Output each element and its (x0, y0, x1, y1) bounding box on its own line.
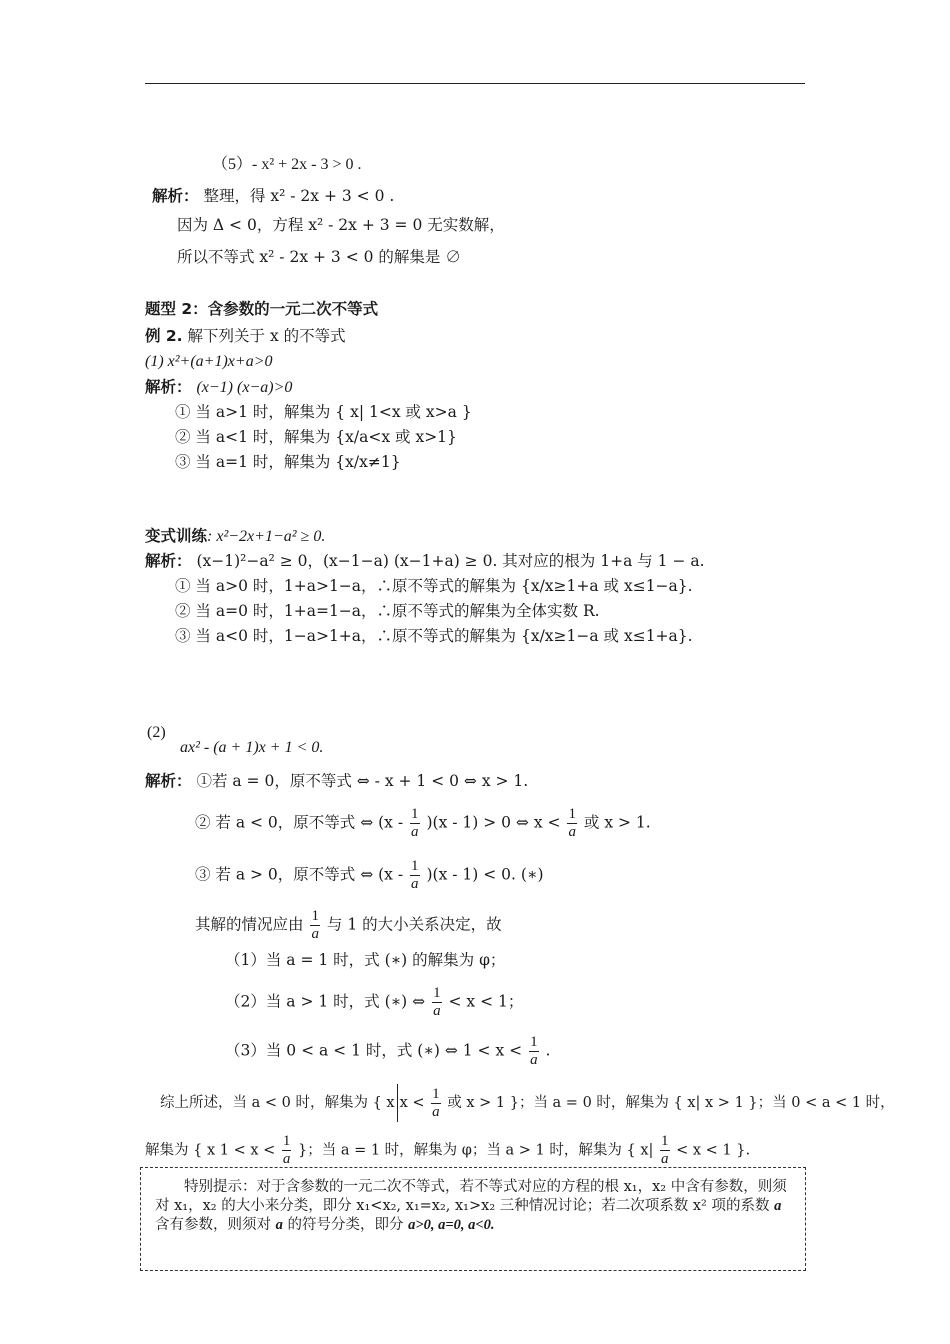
fraction (310, 908, 320, 943)
item-5: （5）- x² + 2x - 3 > 0 . (212, 156, 362, 173)
q2-step2 (195, 806, 651, 841)
variant-solution-text: (x−1)²−a² ≥ 0，(x−1−a) (x−1+a) ≥ 0. 其对应的根为 1+a 与 1 − a. (196, 552, 705, 570)
sum1-pre: 综上所述，当 a < 0 时，解集为 { x (160, 1095, 395, 1111)
q2-k2-post: < x < 1； (448, 992, 524, 1011)
frac-num: 1 (568, 806, 576, 822)
q2-step1-text: ①若 a = 0，原不等式 ⇔ - x + 1 < 0 ⇔ x > 1. (196, 772, 529, 790)
frac-num: 1 (432, 1085, 440, 1102)
example-2 (145, 326, 346, 346)
frac-den: a (568, 824, 576, 840)
frac-den: a (530, 1052, 538, 1068)
q2-dependence (195, 908, 502, 943)
jiexi-label: 解析： (145, 552, 192, 570)
variant-case1: ① 当 a>0 时，1+a>1−a，∴原不等式的解集为 {x/x≥1+a 或 x≤1−a}. (175, 577, 693, 595)
frac-num: 1 (282, 1133, 291, 1149)
frac-den: a (282, 1151, 291, 1167)
q2-step2-mid: )(x - 1) > 0 ⇔ x < (426, 813, 561, 832)
fraction (432, 985, 442, 1020)
q2-dep-pre: 其解的情况应由 (195, 915, 304, 934)
jiexi-label: 解析： (145, 772, 192, 790)
frac-den: a (433, 1003, 441, 1019)
q2-k3-post: . (545, 1041, 551, 1060)
special-note-text (155, 1178, 795, 1235)
q2-step3-pre: ③ 若 a > 0，原不等式 ⇔ (x - (195, 865, 404, 884)
q1-case1: ① 当 a>1 时，解集为 { x| 1<x 或 x>a } (175, 403, 472, 421)
frac-num: 1 (311, 908, 319, 924)
variant-label: 变式训练 (145, 527, 208, 545)
special-note-box (140, 1167, 806, 1271)
q1-solution (145, 377, 292, 398)
frac-den: a (661, 1151, 669, 1167)
part5-line1: 整理，得 x² - 2x + 3 < 0 . (203, 187, 395, 205)
q2-k3-pre: （3）当 0 < a < 1 时，式 (∗) ⇔ 1 < x < (225, 1041, 523, 1060)
question-2-ineq: ax² - (a + 1)x + 1 < 0. (180, 739, 324, 756)
q2-step2-post: 或 x > 1. (583, 813, 651, 832)
fraction (660, 1133, 670, 1168)
frac-num: 1 (411, 806, 419, 822)
frac-num: 1 (530, 1034, 538, 1050)
sum2-post: }；当 a = 1 时，解集为 φ；当 a > 1 时，解集为 { x| (297, 1142, 654, 1159)
note-part2: 含有参数，则须对 (155, 1217, 271, 1233)
fraction (431, 1086, 441, 1121)
frac-num: 1 (661, 1133, 669, 1149)
q2-summary-line1 (160, 1084, 895, 1122)
sum2-end: < x < 1 }. (676, 1142, 751, 1159)
fraction (567, 806, 577, 841)
variant-ineq: : x²−2x+1−a² ≥ 0. (207, 528, 326, 545)
q1-case3: ③ 当 a=1 时，解集为 {x/x≠1} (175, 453, 401, 471)
note-part1: 特别提示：对于含参数的一元二次不等式，若不等式对应的方程的根 x₁，x₂ 中含有参数，则须对 x₁，x₂ 的大小来分类，即分 x₁<x₂, x₁=x₂, x₁>x₂ 三种情况讨论；若二次项系数 x² 项的系数 (155, 1179, 787, 1214)
variant-case2: ② 当 a=0 时，1+a=1−a，∴原不等式的解集为全体实数 R. (175, 602, 600, 620)
part5-solution (152, 186, 394, 206)
q2-summary-line2 (145, 1133, 750, 1168)
q1-case2: ② 当 a<1 时，解集为 {x/a<x 或 x>1} (175, 428, 457, 446)
q2-dep-post: 与 1 的大小关系决定，故 (326, 915, 502, 934)
question-1: (1) x²+(a+1)x+a>0 (145, 353, 273, 370)
q2-step3-post: )(x - 1) < 0. (∗) (426, 865, 544, 884)
frac-num: 1 (411, 858, 419, 874)
sum1-post: 或 x > 1 }；当 a = 0 时，解集为 { x| x > 1 }；当 0 < a < 1 时， (447, 1095, 895, 1111)
frac-den: a (411, 824, 419, 840)
fraction (529, 1034, 539, 1069)
fraction (410, 806, 420, 841)
jiexi-label: 解析： (152, 187, 199, 205)
note-part3: 的符号分类，即分 (287, 1217, 404, 1233)
q2-step2-pre: ② 若 a < 0，原不等式 ⇔ (x - (195, 813, 404, 832)
type2-heading: 题型 2：含参数的一元二次不等式 (145, 300, 379, 318)
sum1-mid: x < (399, 1095, 425, 1111)
fraction (282, 1133, 292, 1168)
example-text: 解下列关于 x 的不等式 (187, 327, 346, 345)
sum2-pre: 解集为 { x 1 < x < (145, 1142, 276, 1159)
q2-subcase1: （1）当 a = 1 时，式 (∗) 的解集为 φ； (225, 951, 506, 969)
abs-bar (397, 1084, 398, 1122)
variant-case3: ③ 当 a<0 时，1−a>1+a，∴原不等式的解集为 {x/x≥1−a 或 x≤1+a}. (175, 627, 693, 645)
variant-problem (145, 526, 325, 547)
frac-den: a (311, 926, 319, 942)
part5-line2: 因为 Δ < 0，方程 x² - 2x + 3 = 0 无实数解， (177, 216, 505, 234)
note-a-symbol: a (774, 1198, 782, 1214)
note-cases: a>0, a=0, a<0. (408, 1217, 495, 1233)
frac-den: a (432, 1103, 440, 1120)
header-rule (145, 83, 805, 84)
q2-step1 (145, 771, 528, 791)
q2-k2-pre: （2）当 a > 1 时，式 (∗) ⇔ (225, 992, 426, 1011)
q2-subcase3 (225, 1034, 550, 1069)
frac-den: a (411, 876, 419, 892)
note-a-symbol: a (275, 1217, 283, 1233)
frac-num: 1 (433, 985, 441, 1001)
q2-step3 (195, 858, 544, 893)
question-2-label: (2) (147, 724, 166, 741)
part5-line3: 所以不等式 x² - 2x + 3 < 0 的解集是 ∅ (177, 248, 461, 266)
example-label: 例 2. (145, 327, 183, 345)
fraction (410, 858, 420, 893)
q1-factored: (x−1) (x−a)>0 (196, 379, 293, 396)
q2-subcase2 (225, 985, 523, 1020)
jiexi-label: 解析： (145, 378, 192, 396)
variant-solution (145, 551, 705, 571)
